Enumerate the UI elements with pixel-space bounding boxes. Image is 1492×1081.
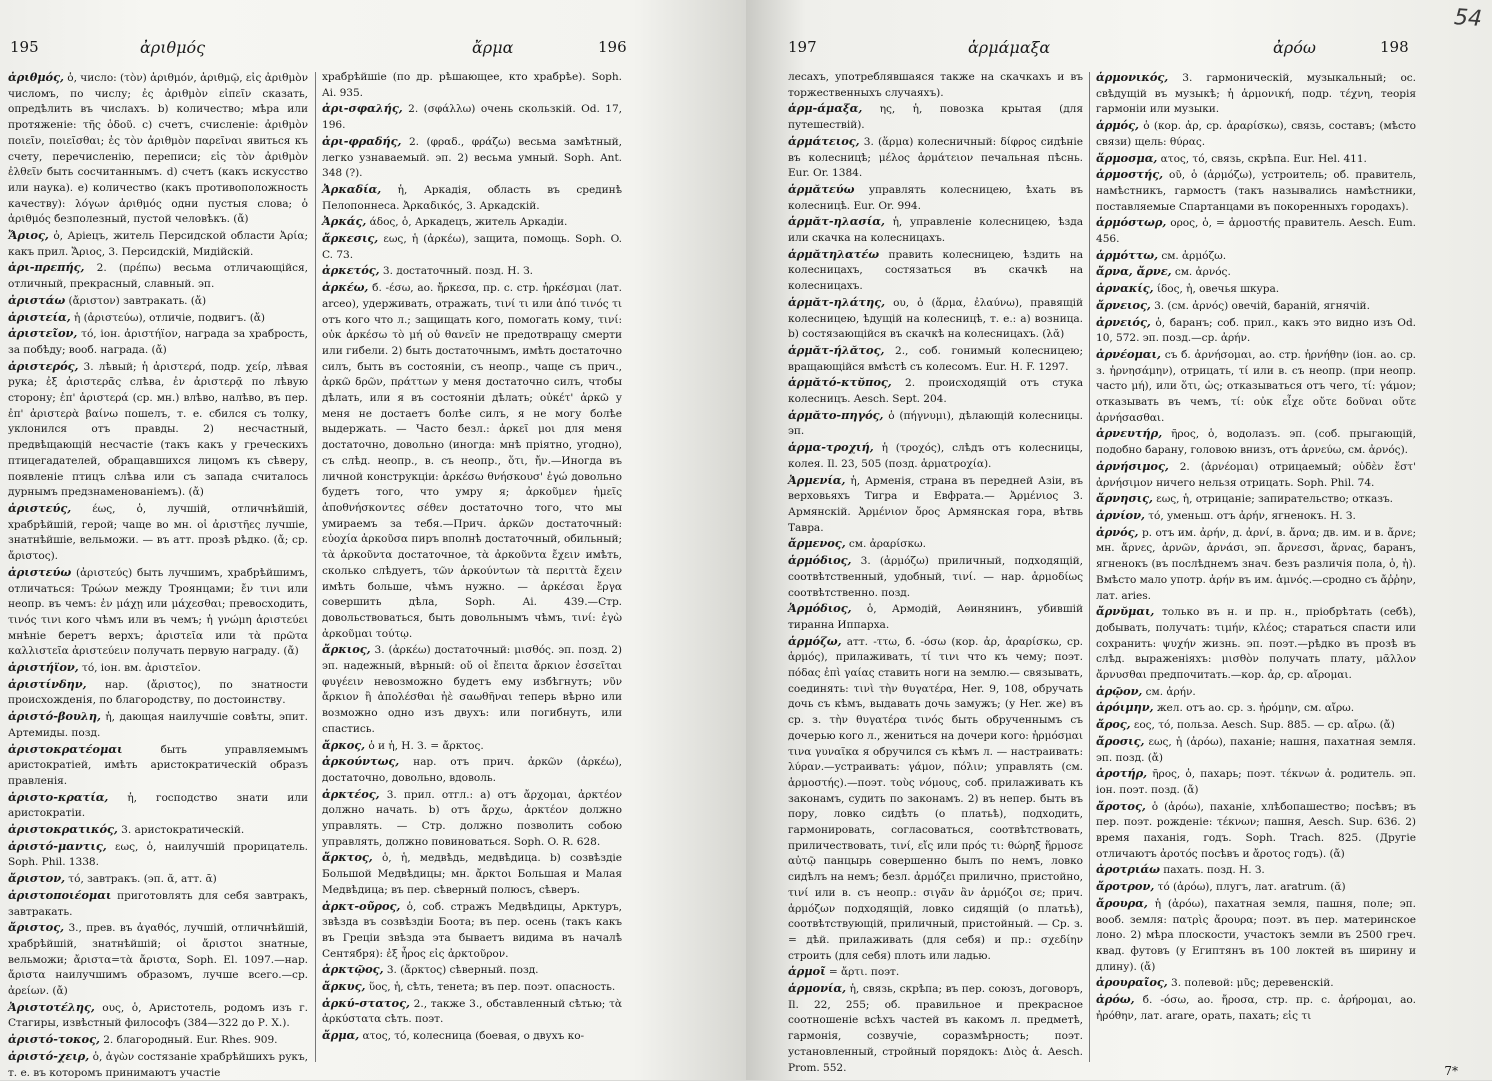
entry-definition: τό, іон. ἀριστήϊον, награда за храбрость, за побѣду; вооб. награда. (ἄ) [8, 328, 308, 356]
entry-headword: ἀριστοκρατικός, [8, 822, 118, 837]
dictionary-entry [1096, 734, 1416, 766]
entry-headword: ἀριστό-βουλη, [8, 709, 101, 724]
entry-headword: ἀρι-σφαλής, [322, 101, 403, 116]
dictionary-entry [1096, 459, 1416, 491]
entry-definition: ἡ, дающая наилучшіе совѣты, эпит. Артемиды. позд. [8, 711, 308, 739]
dictionary-entry [1096, 700, 1416, 717]
entry-definition: ὁ, ἡ, медвѣдь, медвѣдица. b) созвѣздіе Большой Медвѣдицы; мн. ἄρκτοι Большая и Малая Медвѣдица; въ пер. сѣверный полюсъ, сѣверъ. [322, 852, 622, 896]
entry-headword: ἀρνειός, [1096, 314, 1151, 329]
dictionary-entry [8, 839, 308, 871]
dictionary-entry [322, 850, 622, 898]
page-number: 197 [788, 38, 817, 56]
dictionary-entry [788, 247, 1083, 295]
entry-definition: 2. (φραδ., φράζω) весьма замѣтный, легко узнаваемый. эп. 2) весьма умный. Soph. Ant. 348 (?). [322, 135, 622, 180]
entry-definition: 3. (ἁρμόζω) приличный, подходящій, соотвѣтственный, удобный, τινί. — нар. ἁρμοδίως соотвѣтственно. позд. [788, 555, 1083, 599]
entry-definition: 2. (σφάλλω) очень скользкій. Od. 17, 196. [322, 103, 622, 132]
dictionary-entry [8, 565, 308, 660]
entry-headword: ἁρμοστής, [1096, 167, 1164, 182]
entry-definition: 2., соб. гонимый колесницею; вращающійся вмѣстѣ съ колесомъ. Eur. H. F. 1297. [788, 344, 1083, 373]
entry-definition: ορος, ὁ, = ἁρμοστής правитель. Aesch. Eum. 456. [1096, 217, 1416, 246]
entry-definition: 2. благородный. Eur. Rhes. 909. [99, 1034, 278, 1047]
dictionary-entry [8, 742, 308, 790]
column-divider [1089, 72, 1090, 1062]
entry-definition: ου, ὁ (ἅρμα, ἐλαύνω), правящій колесницею, ѣдущій на колесницѣ, т. е.: а) возница. b) состязающійся въ скачкѣ на колесницахъ. (λᾰ) [788, 296, 1083, 341]
entry-definition: (ἄριστον) завтракать. (ἄ) [65, 294, 207, 307]
dictionary-entry [322, 642, 622, 737]
dictionary-entry [788, 964, 1083, 981]
entry-headword: Ἀρκάς, [322, 214, 367, 229]
entry-definition: 3. (ἅρμα) колесничный: δίφρος сидѣніе въ колесницѣ; μέλος ἁρμάτειον печальная пѣснь. Eur. Or. 1384. [788, 135, 1083, 180]
dictionary-entry [1096, 862, 1416, 879]
dictionary-entry [1096, 298, 1416, 315]
entry-definition: 3. (см. ἀρνός) овечій, бараній, ягнячій. [1150, 299, 1370, 312]
entry-headword: ἀρόιμην, [1096, 700, 1154, 715]
entry-headword: ἀριστάω [8, 292, 66, 307]
right-page-column-2 [1096, 70, 1416, 1066]
dictionary-entry [8, 293, 308, 310]
entry-headword: ἄρνα, ἄρνε, [1096, 264, 1172, 279]
entry-headword: ἀρῷον, [1096, 683, 1143, 698]
entry-headword: ἀρι-φραδής, [322, 133, 402, 148]
dictionary-entry [8, 228, 308, 260]
dictionary-entry [8, 871, 308, 888]
entry-definition: εως, ἡ, отрицаніе; запирательство; отказъ. [1152, 493, 1393, 506]
page-number: 196 [598, 38, 627, 56]
entry-headword: ἄριστον, [8, 871, 65, 886]
dictionary-entry [322, 263, 622, 280]
entry-definition: τό, іон. вм. ἀριστεῖον. [78, 662, 201, 675]
entry-headword: ἄρκυς, [322, 979, 366, 994]
dictionary-entry [8, 709, 308, 741]
printer-signature: 7* [1444, 1064, 1458, 1078]
entry-headword: ἀριστο-κρατία, [8, 789, 109, 804]
entry-definition: ὁ, Армодій, Аѳинянинъ, убившій тиранна Иппарха. [788, 603, 1083, 631]
entry-headword: ἀρκετός, [322, 263, 380, 278]
entry-definition: εως, ὁ, наилучшій прорицатель. Soph. Phil. 1338. [8, 840, 308, 869]
entry-headword: ἁρμ-άμαξα, [788, 101, 863, 116]
dictionary-entry [1096, 347, 1416, 427]
entry-definition: 2. (πρέπω) весьма отличающійся, отличный, прекрасный, славный. эп. [8, 262, 308, 291]
dictionary-entry [1096, 717, 1416, 734]
dictionary-entry [1096, 766, 1416, 798]
dictionary-entry [8, 888, 308, 920]
left-page-header [0, 38, 746, 60]
entry-definition: ἡ, Аркадія, область въ срединѣ Пелопоннеса. Ἀρκαδικός, 3. Аркадскій. [322, 183, 622, 212]
dictionary-entry [322, 214, 622, 231]
entry-definition: 3. аристократическій. [117, 824, 245, 837]
dictionary-entry [1096, 215, 1416, 247]
page-number: 195 [10, 38, 39, 56]
dictionary-entry [788, 343, 1083, 375]
entry-definition: ἡ, управленіе колесницею, ѣзда или скачка на колесницахъ. [788, 216, 1083, 245]
dictionary-entry [8, 260, 308, 292]
entry-headword: ἄρμα, [322, 1028, 360, 1043]
dictionary-entry [1096, 151, 1416, 168]
entry-headword: ἀριστό-τοκος, [8, 1032, 100, 1047]
entry-definition: ἡ (ἀρόω), пахатная земля, пашня, поле; эп. вооб. земля: πατρὶς ἄρουρα; поэт. въ пер. материнское лоно. 2) мѣра плоскости, участокъ земли въ 2500 греч. квад. футовъ (у Египтянъ въ 100 локтей въ ширину и длину). (ἄ) [1096, 897, 1416, 973]
entry-definition: ὕος, ἡ, сѣть, тенета; въ пер. поэт. опасность. [365, 981, 616, 994]
entry-definition: р. отъ им. ἀρήν, д. ἀρνί, в. ἄρνα; дв. им. и в. ἄρνε; мн. ἄρνες, ἀρνῶν, ἀρνάσι, эп. ἄρνεσσι, ἄρνας, баранъ, ягненокъ (въ послѣднемъ знач. безъ различія пола, ὁ, ἡ). Вмѣсто мало употр. ἀρήν въ им. ἀμνός.—сродно съ ἄῤῥην, лат. aries. [1096, 526, 1416, 602]
entry-definition: только въ н. и пр. н., пріобрѣтать (себѣ), добывать, получать: τιμήν, κλέος; стараться спасти или сохранить: ψυχήν жизнь. эп. поэт.—рѣдко въ прозѣ въ слѣд. выраженіяхъ: μισθὸν получать плату, μᾶλλον ἄρνυσθαι предпочитать.—кор. ἀρ, ср. αἴρομαι. [1096, 606, 1416, 682]
entry-definition: 3. (ἀρκέω) достаточный: μισθός. эп. позд. 2) эп. надежный, вѣрный: οὔ οἱ ἔπειτα ἄρκιον ἐσσεῖται φυγέειν невозможно будетъ ему избѣгнуть; νῦν ἄρκιον ἢ ἀπολέσθαι ἠὲ σαωθῆναι теперь вѣрно или возможно одно изъ двухъ: или погибнуть, или спастись. [322, 644, 622, 735]
dictionary-entry [1096, 167, 1416, 215]
dictionary-entry [8, 822, 308, 839]
entry-headword: ἁρμονία, [788, 981, 847, 996]
entry-headword: ἀριστίνδην, [8, 676, 87, 691]
dictionary-entry [788, 214, 1083, 246]
running-head: ἀριθμός [140, 38, 206, 57]
entry-definition: οῦ, ὁ (ἁρμόζω), устроитель; об. правитель, намѣстникъ, гармостъ (такъ назывались намѣстники, поставляемые Спартанцами въ покоренныхъ городахъ). [1096, 169, 1416, 213]
entry-headword: ἀριστεία, [8, 309, 71, 324]
column-divider [315, 72, 316, 1062]
entry-definition: приготовлять для себя завтракъ, завтракать. [8, 889, 308, 918]
entry-headword: ἁρμοῖ [788, 964, 826, 979]
entry-headword: ἀριστοποιέομαι [8, 887, 112, 902]
entry-headword: ἀρνήσιμος, [1096, 458, 1169, 473]
dictionary-entry [788, 408, 1083, 440]
dictionary-entry [8, 501, 308, 565]
entry-headword: Ἀρμενία, [788, 472, 846, 487]
entry-definition: ῆρος, ὁ, пахарь; поэт. τέκνων ἀ. родитель. эп. іон. поэт. позд. (ἄ) [1096, 768, 1416, 796]
dictionary-entry [8, 1032, 308, 1049]
entry-headword: ἁρμόζω, [788, 633, 842, 648]
right-page [746, 0, 1492, 1080]
entry-headword: ἀρκέω, [322, 280, 369, 295]
entry-definition: ὁ, ἀγὼν состязаніе храбрѣйшихъ рукъ, т. е. въ которомъ принимаютъ участіе [8, 1050, 308, 1079]
entry-definition: ἡ, Арменія, страна въ передней Азіи, въ верховьяхъ Тигра и Евфрата.— Ἀρμένιος 3. Армянскій. Ἀρμένιον ὄρος Армянская гора, вѣтвь Тавра. [788, 474, 1083, 534]
entry-definition: 3. гармоническій, музыкальный; ос. свѣдущій въ музыкѣ; ἡ ἁρμονική, подр. τέχνη, теорія гармоніи или музыки. [1096, 72, 1416, 116]
entry-headword: ἁρμᾰτεύω [788, 181, 855, 196]
entry-definition: ῆρος, ὁ, водолазъ. эп. (соб. прыгающій, подобно барану, головою внизъ, отъ ἀρνεύω, см. ἀρνός). [1096, 428, 1416, 457]
dictionary-entry [322, 787, 622, 851]
entry-definition: ατος, τό, связь, скрѣпа. Eur. Hel. 411. [1157, 152, 1367, 165]
dictionary-entry [788, 981, 1083, 1076]
entry-definition: ους, ὁ, Аристотель, родомъ изъ г. Стагиры, извѣстный философъ (384—322 до Р. Х.). [8, 1001, 308, 1030]
dictionary-entry [788, 536, 1083, 553]
entry-headword: ἄρκιος, [322, 642, 371, 657]
dictionary-entry [1096, 684, 1416, 701]
running-head: ἁρμάμαξα [968, 38, 1051, 57]
entry-headword: ἅρμοσμα, [1096, 150, 1158, 165]
entry-definition: ης, ἡ, повозка крытая (для путешествій). [788, 103, 1083, 132]
entry-definition: ὁ, Аріецъ, житель Персидской области Ἀρία; какъ прил. Ἄριος, 3. Персидскій, Мидійскій. [8, 230, 308, 258]
dictionary-entry [8, 310, 308, 327]
dictionary-entry [1096, 248, 1416, 265]
left-page-column-2 [322, 70, 622, 1066]
entry-headword: ἄρμενος, [788, 536, 846, 551]
dictionary-entry [788, 375, 1083, 407]
dictionary-entry [322, 70, 622, 101]
dictionary-entry [322, 182, 622, 214]
dictionary-entry [1096, 896, 1416, 976]
dictionary-entry [1096, 799, 1416, 863]
dictionary-entry [788, 70, 1083, 101]
dictionary-entry [788, 601, 1083, 633]
left-page [0, 0, 746, 1080]
dictionary-entry [322, 280, 622, 642]
entry-definition: 2. происходящій отъ стука колесницъ. Aesch. Sept. 204. [788, 377, 1083, 406]
dictionary-entry [1096, 604, 1416, 684]
entry-definition: храбрѣйшіе (по др. рѣшающее, кто храбрѣе). Soph. Ai. 935. [322, 71, 622, 99]
entry-headword: Ἀριστοτέλης, [8, 999, 95, 1014]
dictionary-entry [1096, 975, 1416, 992]
entry-definition: εος, τό, польза. Aesch. Sup. 885. — ср. αἴρω. (ἄ) [1130, 719, 1395, 732]
dictionary-entry [8, 790, 308, 822]
entry-headword: ἁρμᾰτό-κτῠπος, [788, 375, 892, 390]
entry-headword: ἀρνίον, [1096, 507, 1145, 522]
entry-headword: ἁρμᾰτ-ηλασία, [788, 214, 885, 229]
entry-definition: быть управляемымъ аристократіей, имѣть аристократическій образъ правленія. [8, 743, 308, 787]
entry-definition: править колесницею, ѣздить на колесницахъ, состязаться въ скачкѣ на колесницахъ. [788, 248, 1083, 293]
running-head: ἀρόω [1273, 38, 1316, 57]
entry-definition: ίδος, ἡ, овечья шкура. [1153, 283, 1280, 296]
dictionary-entry [788, 440, 1083, 472]
entry-definition: 3. (ἄρκτος) сѣверный. позд. [383, 964, 539, 977]
entry-definition: ὁ, число: (τὸν) ἀριθμόν, ἀριθμῷ, εἰς ἀριθμὸν числомъ, по числу; ἐς ἀριθμὸν εἰπεῖν сказать, опредѣлить въ числахъ. b) количество; мѣра или протяженіе: τῆς ὁδοῦ. c) счетъ, счисленіе: ἀριθμὸν ποιεῖν, ποιεῖσθαι; ἐς τὸν ἀριθμὸν παρεῖναι явиться къ счету, перечисленію, переписи; εἰς τὸν ἀριθμὸν ἐλθεῖν быть сосчитаннымъ. d) счетъ (какъ искусство или наука). e) количество (какъ противоположность качеству): λόγων ἀριθμός одни пустыя слова; ὁ ἀριθμός безполезный, пустой человѣкъ. (ἄ) [8, 72, 308, 226]
dictionary-entry [322, 738, 622, 755]
entry-definition: 2., также 3., обставленный сѣтью; τὰ ἀρκύστατα сѣть. поэт. [322, 997, 622, 1026]
entry-definition: лесахъ, употреблявшаяся также на скачкахъ и въ торжественныхъ случаяхъ). [788, 71, 1083, 99]
entry-headword: ἄρκεσις, [322, 231, 379, 246]
entry-definition: έως, ὁ, лучшій, отличнѣйшій, храбрѣйшій, герой; чаще во мн. οἱ ἀριστῆες лучшіе, знатнѣйшіе, вельможи. — въ атт. прозѣ рѣдко. (ἄ; ср. ἄριστος). [8, 502, 308, 563]
entry-headword: ἀριθμός, [8, 70, 64, 84]
entry-headword: ἀρνευτήρ, [1096, 426, 1163, 441]
entry-definition: жел. отъ ао. ср. з. ἠρόμην, см. αἴρω. [1153, 702, 1355, 715]
dictionary-entry [1096, 491, 1416, 508]
entry-definition: ὁ и ἡ, Н. З. = ἄρκτος. [365, 739, 484, 752]
entry-headword: ἁρμᾰτ-ήλᾰτος, [788, 342, 885, 357]
entry-definition: άδος, ὁ, Аркадецъ, житель Аркадіи. [366, 216, 568, 229]
entry-headword: ἀροτριάω [1096, 862, 1160, 877]
entry-definition: (ἀριστεύς) быть лучшимъ, храбрѣйшимъ, отличаться: Τρώων между Троянцами; ἔν τινι или неопр. въ чемъ: ἐν μάχῃ или μάχεσθαι; превосходить, τινός τινι кого чѣмъ или въ чемъ; ἡ γνώμη ἀριστεύει мнѣніе беретъ верхъ; ἀριστεῖα или τὰ πρῶτα καλλιστεῖα ἀριστεύειν получать первую награду. (ἄ) [8, 566, 308, 658]
entry-headword: ἁρμᾰτο-πηγός, [788, 407, 884, 422]
dictionary-entry [788, 182, 1083, 214]
dictionary-entry [1096, 426, 1416, 458]
dictionary-entry [322, 754, 622, 786]
entry-headword: Ἀρκαδία, [322, 181, 382, 196]
dictionary-entry [322, 231, 622, 263]
entry-headword: ἀρκτ-οῦρος, [322, 898, 401, 913]
dictionary-entry [322, 899, 622, 963]
right-page-column-1 [788, 70, 1083, 1074]
entry-definition: 3. лѣвый; ἡ ἀριστερά, подр. χείρ, лѣвая рука; ἐξ ἀριστερᾶς слѣва, ἐν ἀριστερᾷ по лѣвую сторону; ἐπ' ἀριστερά (ср. мн.) влѣво, налѣво, въ пер. ἐπ' ἀριστερὰ βαίνω пошелъ, т. е. сбился съ толку, уклонился отъ правды. 2) несчастный, предвѣщающій несчастіе (такъ какъ у греческихъ птицегадателей, обращавшихся лицомъ къ сѣверу, появленіе птицъ слѣва или съ запада считалось дурнымъ предзнаменованіемъ). (ἄ) [8, 360, 308, 499]
entry-headword: ἄροσις, [1096, 733, 1145, 748]
entry-headword: ἁρμᾰτηλατέω [788, 246, 880, 261]
dictionary-entry [322, 962, 622, 979]
entry-headword: ἀριστοκρατέομαι [8, 741, 123, 756]
right-page-header [746, 38, 1492, 60]
entry-headword: ἄρουρα, [1096, 895, 1148, 910]
dictionary-entry [1096, 992, 1416, 1024]
entry-definition: ὁ, баранъ; соб. прил., какъ это видно изъ Od. 10, 572. эп. позд.—ср. ἀρήν. [1096, 316, 1416, 345]
entry-headword: ἀρκούντως, [322, 754, 400, 769]
dictionary-entry [322, 134, 622, 182]
entry-headword: ἄρκτος, [322, 850, 373, 865]
dictionary-entry [322, 979, 622, 996]
entry-headword: ἄριστος, [8, 920, 65, 935]
entry-headword: ἀριστήϊον, [8, 660, 79, 675]
entry-headword: ἀρι-πρεπής, [8, 260, 85, 275]
dictionary-entry [8, 1000, 308, 1032]
dictionary-entry [788, 473, 1083, 537]
entry-definition: нар. (ἄριστος), по знатности происхожденія, по благородству, по достоинству. [8, 678, 308, 707]
entry-definition: съ б. ἀρνήσομαι, ао. стр. ἠρνήθην (іон. ао. ср. з. ἠρνησάμην), отрицать, τί или в. съ неопр. (при неопр. часто μή), или ὅτι, ὡς; отказываться отъ чего, τί: γάμον; отказывать въ чемъ, τί: οὐκ εἶχε οὔτε δοῦναι οὔτε ἀρνήσασθαι. [1096, 348, 1416, 424]
entry-definition: ὁ (кор. ἀρ, ср. ἀραρίσκω), связь, составъ; (мѣсто связи) щель: θύρας. [1096, 120, 1416, 148]
entry-headword: ἀρνακίς, [1096, 281, 1154, 296]
entry-headword: ἀριστεύς, [8, 500, 72, 515]
entry-definition: 2. (ἀρνέομαι) отрицаемый; οὐδὲν ἔστ' ἀρνήσιμον ничего нельзя отрицать. Soph. Phil. 74. [1096, 460, 1416, 489]
entry-definition: управлять колесницею, ѣхать въ колесницѣ. Eur. Or. 994. [788, 183, 1083, 212]
dictionary-entry [1096, 70, 1416, 118]
dictionary-entry [788, 295, 1083, 343]
dictionary-entry [1096, 879, 1416, 896]
entry-headword: ἄρος, [1096, 717, 1131, 732]
dictionary-entry [322, 996, 622, 1028]
entry-headword: ἄρνειος, [1096, 297, 1151, 312]
entry-headword: ἁρμάτειος, [788, 133, 860, 148]
entry-definition: б. -όσω, ао. ἤροσα, стр. пр. с. ἀρήρομαι, ао. ἠρόθην, лат. arare, орать, пахать; εἰς τι [1096, 994, 1416, 1022]
entry-definition: см. ἀρνός. [1171, 266, 1231, 279]
entry-headword: ἄρνησις, [1096, 491, 1153, 506]
entry-definition: ὁ (πήγνυμι), дѣлающій колесницы. эп. [788, 409, 1083, 438]
entry-headword: ἀριστό-χειρ, [8, 1048, 90, 1063]
dictionary-entry [788, 553, 1083, 601]
dictionary-entry [8, 1049, 308, 1081]
entry-headword: ἀρνέομαι, [1096, 346, 1161, 361]
entry-definition: атт. -ττω, б. -όσω (кор. ἀρ, ἀραρίσκω, ср. ἁρμός), прилаживать, τί τινι что къ чему; поэт. πόδας ἐπὶ γαίας ставить ноги на землю.— связывать, соединять: τινὶ τὴν θυγατέρα, Her. 9, 108, обручать дочь съ кѣмъ, выдавать дочь замужъ; (у Her. же) въ ср. з. τὴν θυγατέρα τινός быть обрученнымъ съ дочерью кого л., жениться на дочери кого: ἡρμόσμαι τινα γυναῖκα я обручился съ кѣмъ л. — настраивать: λύραν.—устраивать: γάμον, πόλιν; управлять (см. ἁρμοστής).—поэт. τοὺς νόμους, соб. прилаживать къ законамъ, судить по законамъ. 2) въ непер. быть въ пору, ловко сидѣть (о платьѣ), подходить, гармонировать, согласоваться, соотвѣтствовать, приличествовать, τινί, εἴς или πρός τι: θώρηξ ἥρμοσε αὐτῷ панцырь совершенно былъ по немъ, ловко сидѣлъ на немъ; безл. ἁρμόζει прилично, пристойно, τινί или в. съ неопр.: σιγᾶν ἂν ἁρμόζοι σε; прич. ἁρμόζων подходящій, ловко сидящій (о платьѣ), соотвѣтствующій, приличный, пристойный. — Ср. з. = дѣй. прилаживать (для себя) и пр.: σχεδίην строить (для себя) плоть или ладью. [788, 635, 1083, 962]
entry-headword: ἄρνῠμαι, [1096, 604, 1155, 619]
entry-headword: ἄρκος, [322, 737, 366, 752]
entry-headword: ἁρμᾰτ-ηλάτης, [788, 294, 886, 309]
dictionary-entry [8, 660, 308, 677]
handwritten-page-mark: 54 [1453, 5, 1483, 32]
entry-headword: Ἁρμόδιος, [788, 601, 852, 616]
entry-definition: 3., прев. въ ἀγαθός, лучшій, отличнѣйшій, храбрѣйшій, знатнѣйшій; οἱ ἄριστοι знатные, вельможи; ἄριστα=τὰ ἄριστα, Soph. El. 1097.—нар. ἄριστα наилучшимъ образомъ, лучше всего.—ср. ἀρείων. (ἄ) [8, 922, 308, 998]
dictionary-entry [8, 326, 308, 358]
entry-definition: см. ἁρμόζω. [1158, 249, 1227, 262]
entry-headword: ἁρμονικός, [1096, 70, 1169, 84]
entry-definition: τό, завтракъ. (эп. ᾰ, атт. ᾱ) [64, 873, 217, 886]
entry-headword: ἀριστεύω [8, 564, 72, 579]
entry-headword: ἀρκτέος, [322, 786, 380, 801]
entry-headword: ἁρμόστωρ, [1096, 215, 1167, 230]
entry-definition: εως, ἡ (ἀρόω), паханіе; нашня, пахатная земля. эп. позд. (ἄ) [1096, 735, 1416, 764]
entry-definition: εως, ἡ (ἀρκέω), защита, помощь. Soph. O. C. 73. [322, 233, 622, 261]
entry-headword: ἀριστό-μαντις, [8, 838, 107, 853]
entry-headword: ἀριστεῖον, [8, 326, 78, 341]
dictionary-entry [1096, 264, 1416, 281]
dictionary-entry [8, 359, 308, 501]
entry-definition: пахать. позд. Н. З. [1159, 864, 1265, 877]
entry-definition: τό (ἀρόω), плугъ, лат. aratrum. (ᾰ) [1154, 881, 1346, 894]
dictionary-entry [1096, 315, 1416, 347]
dictionary-entry [1096, 525, 1416, 605]
dictionary-entry [8, 70, 308, 228]
entry-headword: ἀριστερός, [8, 358, 79, 373]
entry-headword: ἀρνός, [1096, 524, 1139, 539]
entry-definition: 3. достаточный. позд. Н. З. [379, 265, 533, 278]
dictionary-entry [322, 1028, 622, 1045]
entry-headword: ἀρκύ-στατος, [322, 995, 410, 1010]
entry-definition: ατος, τό, колесница (боевая, о двухъ ко- [359, 1030, 585, 1043]
dictionary-entry [8, 920, 308, 1000]
entry-definition: ἡ (ἀριστεύω), отличіе, подвигъ. (ἄ) [70, 311, 265, 324]
dictionary-entry [1096, 508, 1416, 525]
entry-definition: см. ἀραρίσκω. [845, 538, 926, 551]
entry-definition: τό, уменьш. отъ ἀρήν, ягненокъ. Н. З. [1144, 509, 1356, 522]
entry-headword: ἁρμόδιος, [788, 553, 852, 568]
entry-definition: ἡ, господство знати или аристократіи. [8, 791, 308, 820]
entry-headword: ἀροτήρ, [1096, 766, 1148, 781]
dictionary-entry [788, 134, 1083, 182]
entry-headword: ἄροτρον, [1096, 879, 1155, 894]
entry-headword: ἀρουραῖος, [1096, 975, 1168, 990]
entry-definition: ὁ (ἀρόω), паханіе, хлѣбопашество; посѣвъ; въ пер. поэт. рожденіе: τέκνων; пашня, Aesch. Sup. 636. 2) время паханія, годъ. Soph. Trach. 825. (Другіе отличаютъ ἀροτός посѣвъ и ἄροτος годъ). (ἄ) [1096, 800, 1416, 860]
entry-definition: ἡ (τροχός), слѣдъ отъ колесницы, колея. Il. 23, 505 (позд. ἁρματροχία). [788, 442, 1083, 470]
dictionary-entry [322, 101, 622, 133]
entry-headword: ἄροτος, [1096, 798, 1146, 813]
entry-definition: б. -έσω, ао. ἤρκεσα, пр. с. стр. ἠρκέσμαι (лат. arceo), удерживать, отражать, τινί τι или ἀπό τινός τι отъ кого что л.; защищать кого, помогать кому, τινί: οὐκ ἀρκέσω τὸ μή οὐ θανεῖν не предотвращу смерти или гибели. 2) быть достаточнымъ, имѣть достаточно силъ, быть въ состояніи, съ неопр., чаще съ прич., ἀρκῶ δρῶν, πράττων у меня достаточно силъ, чтобы дѣлать, или я въ состояніи дѣлать; οὐκέτ' ἀρκῶ у меня не достаетъ болѣе силъ, я не могу болѣе выдержать. — Часто безл.: ἀρκεῖ μοι для меня достаточно, довольно (иногда: мнѣ пріятно, угодно), съ слѣд. неопр., в. съ неопр., ὅτι, ἤν.—Иногда въ личной конструкціи: ἀρκέσω θνήσκουσ' ἐγώ довольно будетъ того, что умру я; ἀρκοῦμεν ἡμεῖς ἀποθνήσκοντες σέθεν достаточно того, что мы умираемъ за тебя.—Прич. ἀρκῶν достаточный: εὐοχία ἀρκοῦσα пиръ вполнѣ достаточный, обильный; τὰ ἀρκοῦντα достаточное, τὰ ἀρκοῦντα ἔχειν имѣть, сколько слѣдуетъ, τῶν ἀρκούντων τὰ περιττὰ ἔχειν имѣть больше, чѣмъ нужно. — ἀρκέσαι ἔργα совершить дѣла, Soph. Ai. 439.—Стр. довольствоваться, быть довольнымъ чѣмъ, τινί: ἐγὼ ἀρκοῦμαι τούτῳ. [322, 282, 622, 640]
dictionary-entry [1096, 281, 1416, 298]
entry-definition: ἡ, связь, скрѣпа; въ пер. союзъ, договоръ, Il. 22, 255; об. правильное и прекрасное соотношеніе всѣхъ частей въ какомъ л. предметѣ, гармонія, созвучіе, соразмѣрность; поэт. установленный, стройный порядокъ: Διὸς ἁ. Aesch. Prom. 552. [788, 983, 1083, 1074]
entry-definition: = ἄρτι. поэт. [825, 966, 900, 979]
dictionary-entry [8, 677, 308, 709]
dictionary-entry [788, 101, 1083, 133]
left-page-column-1 [8, 70, 308, 1079]
entry-headword: ἀρόω, [1096, 992, 1135, 1007]
entry-definition: 3. полевой: μῦς; деревенскій. [1167, 977, 1334, 990]
running-head: ἄρμα [472, 38, 514, 57]
entry-definition: см. ἀρήν. [1142, 685, 1196, 698]
dictionary-entry [1096, 118, 1416, 150]
entry-headword: ἀρκτῷος, [322, 962, 384, 977]
entry-headword: ἁρμα-τροχιή, [788, 440, 874, 455]
entry-headword: ἁρμός, [1096, 118, 1139, 133]
entry-definition: ὁ, соб. стражъ Медвѣдицы, Арктуръ, звѣзда въ созвѣздіи Боота; въ пер. осень (такъ какъ въ Греціи звѣзда эта бываетъ видима въ началѣ Сентября): ἐξ ἦρος εἰς ἀρκτοῦρον. [322, 900, 622, 960]
entry-headword: ἁρμόττω, [1096, 247, 1159, 262]
entry-definition: нар. отъ прич. ἀρκῶν (ἀρκέω), достаточно, довольно, вдоволь. [322, 756, 622, 784]
dictionary-entry [788, 634, 1083, 965]
page-number: 198 [1380, 38, 1409, 56]
entry-headword: Ἄριος, [8, 228, 49, 243]
entry-definition: 3. прил. отгл.: а) отъ ἄρχομαι, ἀρκτέον должно начать. b) отъ ἄρχω, ἀρκτέον должно управлять. — Стр. должно позволить собою управлять, должно повиноваться. Soph. O. R. 628. [322, 788, 622, 848]
